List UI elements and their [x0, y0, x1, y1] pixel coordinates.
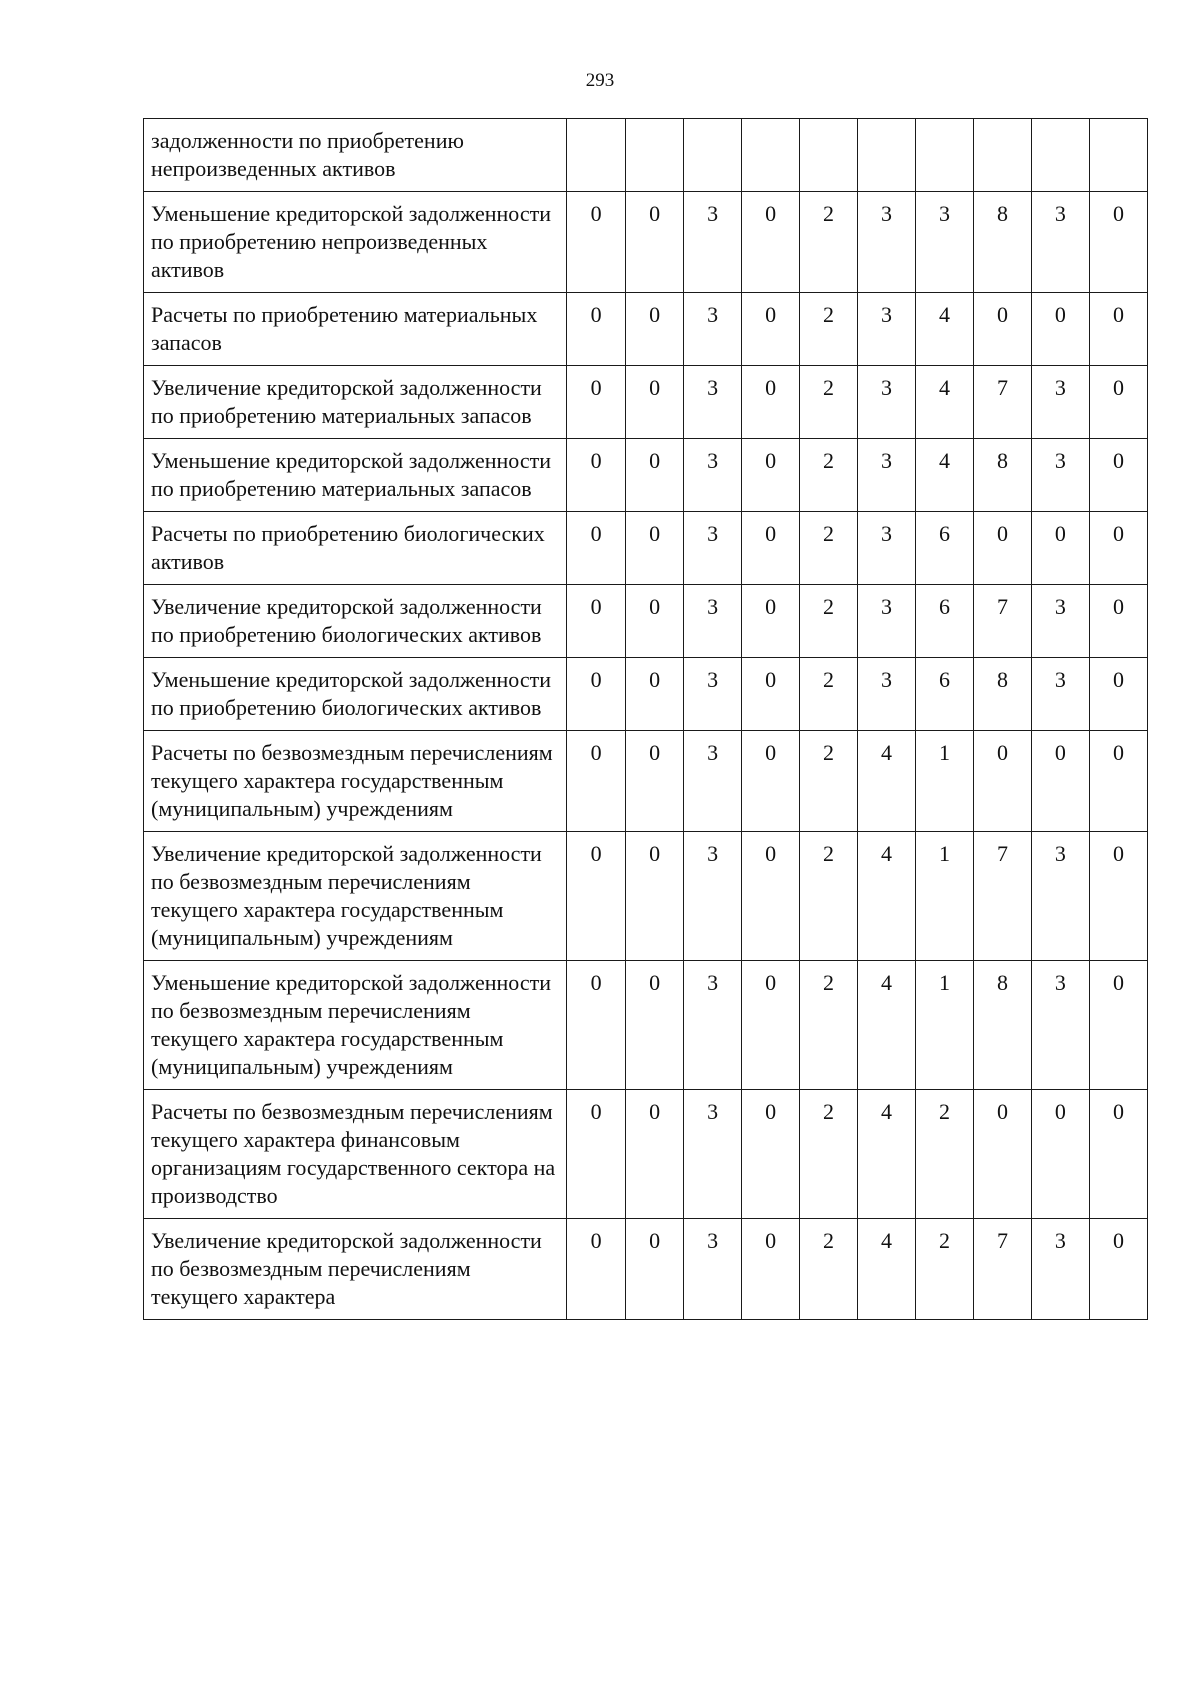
code-digit-cell: 3	[684, 658, 742, 731]
code-digit-cell: 6	[915, 585, 973, 658]
code-digit-cell: 0	[742, 1219, 800, 1320]
code-digit-cell: 3	[915, 192, 973, 293]
code-digit-cell: 4	[858, 961, 916, 1090]
code-digit-cell: 0	[567, 658, 626, 731]
table-row	[144, 512, 1148, 585]
code-digit-cell: 2	[800, 658, 858, 731]
row-label: Уменьшение кредиторской задолженности по приобретению непроизведенных активов	[144, 192, 567, 293]
row-label: задолженности по приобретению непроизведенных активов	[144, 119, 567, 192]
code-digit-cell	[858, 119, 916, 192]
code-digit-cell: 0	[1031, 512, 1089, 585]
code-digit-cell: 3	[684, 293, 742, 366]
code-digit-cell: 3	[684, 1090, 742, 1219]
code-digit-cell: 0	[626, 512, 684, 585]
code-digit-cell: 0	[1031, 731, 1089, 832]
code-digit-cell: 0	[626, 293, 684, 366]
code-digit-cell: 4	[858, 731, 916, 832]
code-digit-cell: 0	[1089, 731, 1147, 832]
code-digit-cell	[567, 119, 626, 192]
code-digit-cell: 0	[742, 293, 800, 366]
code-digit-cell: 1	[915, 832, 973, 961]
code-digit-cell: 4	[858, 1090, 916, 1219]
code-digit-cell: 0	[1089, 512, 1147, 585]
code-digit-cell: 3	[684, 961, 742, 1090]
code-digit-cell: 0	[973, 293, 1031, 366]
code-digit-cell: 0	[742, 1090, 800, 1219]
table-row	[144, 119, 1148, 192]
account-codes-table	[143, 118, 1148, 1320]
code-digit-cell: 1	[915, 961, 973, 1090]
code-digit-cell: 0	[973, 512, 1031, 585]
code-digit-cell	[742, 119, 800, 192]
code-digit-cell: 3	[684, 1219, 742, 1320]
code-digit-cell: 3	[684, 366, 742, 439]
code-digit-cell	[1031, 119, 1089, 192]
code-digit-cell: 6	[915, 658, 973, 731]
code-digit-cell	[800, 119, 858, 192]
code-digit-cell: 0	[567, 585, 626, 658]
table-row	[144, 832, 1148, 961]
code-digit-cell: 2	[800, 1090, 858, 1219]
code-digit-cell: 0	[742, 731, 800, 832]
code-digit-cell: 0	[742, 961, 800, 1090]
code-digit-cell: 0	[1089, 1090, 1147, 1219]
row-label: Увеличение кредиторской задолженности по приобретению биологических активов	[144, 585, 567, 658]
row-label: Уменьшение кредиторской задолженности по безвозмездным перечислениям текущего характера государственным (муниципальным) учреждениям	[144, 961, 567, 1090]
code-digit-cell	[1089, 119, 1147, 192]
code-digit-cell: 3	[1031, 832, 1089, 961]
code-digit-cell: 3	[1031, 192, 1089, 293]
code-digit-cell	[626, 119, 684, 192]
table-row	[144, 1219, 1148, 1320]
code-digit-cell: 0	[567, 731, 626, 832]
code-digit-cell: 0	[626, 1219, 684, 1320]
code-digit-cell: 3	[684, 731, 742, 832]
code-digit-cell: 0	[1089, 658, 1147, 731]
code-digit-cell: 2	[800, 293, 858, 366]
code-digit-cell: 0	[1089, 585, 1147, 658]
row-label: Расчеты по безвозмездным перечислениям текущего характера государственным (муниципальным) учреждениям	[144, 731, 567, 832]
code-digit-cell: 2	[800, 961, 858, 1090]
code-digit-cell: 0	[626, 1090, 684, 1219]
code-digit-cell: 8	[973, 658, 1031, 731]
code-digit-cell: 0	[567, 512, 626, 585]
row-label: Расчеты по приобретению биологических активов	[144, 512, 567, 585]
code-digit-cell: 3	[858, 366, 916, 439]
page-number: 293	[585, 70, 615, 91]
code-digit-cell	[915, 119, 973, 192]
code-digit-cell: 0	[1089, 1219, 1147, 1320]
code-digit-cell: 0	[1089, 192, 1147, 293]
code-digit-cell: 4	[915, 366, 973, 439]
code-digit-cell: 2	[800, 585, 858, 658]
code-digit-cell: 3	[684, 512, 742, 585]
code-digit-cell: 0	[742, 512, 800, 585]
code-digit-cell: 3	[1031, 1219, 1089, 1320]
code-digit-cell: 0	[626, 192, 684, 293]
code-digit-cell: 0	[973, 731, 1031, 832]
code-digit-cell: 3	[858, 192, 916, 293]
code-digit-cell	[684, 119, 742, 192]
code-digit-cell: 3	[858, 512, 916, 585]
code-digit-cell: 3	[858, 585, 916, 658]
code-digit-cell: 4	[915, 293, 973, 366]
code-digit-cell: 1	[915, 731, 973, 832]
code-digit-cell: 0	[626, 731, 684, 832]
code-digit-cell: 4	[915, 439, 973, 512]
code-digit-cell: 3	[684, 439, 742, 512]
code-digit-cell: 0	[1089, 832, 1147, 961]
row-label: Увеличение кредиторской задолженности по приобретению материальных запасов	[144, 366, 567, 439]
code-digit-cell	[973, 119, 1031, 192]
code-digit-cell: 8	[973, 439, 1031, 512]
code-digit-cell: 3	[858, 439, 916, 512]
row-label: Увеличение кредиторской задолженности по безвозмездным перечислениям текущего характера	[144, 1219, 567, 1320]
code-digit-cell: 0	[626, 366, 684, 439]
table-row	[144, 731, 1148, 832]
code-digit-cell: 3	[1031, 585, 1089, 658]
code-digit-cell: 0	[742, 658, 800, 731]
code-digit-cell: 7	[973, 366, 1031, 439]
code-digit-cell: 8	[973, 192, 1031, 293]
code-digit-cell: 7	[973, 585, 1031, 658]
code-digit-cell: 0	[567, 1219, 626, 1320]
code-digit-cell: 0	[567, 192, 626, 293]
code-digit-cell: 0	[742, 192, 800, 293]
table-row	[144, 961, 1148, 1090]
code-digit-cell: 0	[567, 961, 626, 1090]
code-digit-cell: 0	[1089, 439, 1147, 512]
code-digit-cell: 2	[915, 1090, 973, 1219]
code-digit-cell: 0	[742, 366, 800, 439]
row-label: Расчеты по приобретению материальных запасов	[144, 293, 567, 366]
table-row	[144, 192, 1148, 293]
code-digit-cell: 0	[1089, 293, 1147, 366]
code-digit-cell: 0	[626, 832, 684, 961]
code-digit-cell: 7	[973, 832, 1031, 961]
table-body	[144, 119, 1148, 1320]
row-label: Уменьшение кредиторской задолженности по приобретению биологических активов	[144, 658, 567, 731]
code-digit-cell: 2	[800, 366, 858, 439]
code-digit-cell: 4	[858, 1219, 916, 1320]
code-digit-cell: 3	[684, 832, 742, 961]
table-row	[144, 439, 1148, 512]
code-digit-cell: 2	[800, 192, 858, 293]
table-row	[144, 293, 1148, 366]
row-label: Расчеты по безвозмездным перечислениям текущего характера финансовым организациям государственного сектора на производство	[144, 1090, 567, 1219]
code-digit-cell: 6	[915, 512, 973, 585]
code-digit-cell: 0	[1031, 293, 1089, 366]
code-digit-cell: 0	[742, 585, 800, 658]
code-digit-cell: 0	[626, 585, 684, 658]
code-digit-cell: 0	[1089, 366, 1147, 439]
code-digit-cell: 0	[626, 658, 684, 731]
code-digit-cell: 2	[800, 1219, 858, 1320]
code-digit-cell: 0	[742, 439, 800, 512]
code-digit-cell: 8	[973, 961, 1031, 1090]
code-digit-cell: 3	[1031, 439, 1089, 512]
code-digit-cell: 0	[567, 832, 626, 961]
row-label: Увеличение кредиторской задолженности по безвозмездным перечислениям текущего характера государственным (муниципальным) учреждениям	[144, 832, 567, 961]
code-digit-cell: 0	[626, 961, 684, 1090]
table-row	[144, 585, 1148, 658]
code-digit-cell: 3	[684, 192, 742, 293]
code-digit-cell: 2	[800, 439, 858, 512]
code-digit-cell: 3	[858, 293, 916, 366]
code-digit-cell: 7	[973, 1219, 1031, 1320]
code-digit-cell: 0	[973, 1090, 1031, 1219]
code-digit-cell: 3	[1031, 658, 1089, 731]
code-digit-cell: 0	[1089, 961, 1147, 1090]
code-digit-cell: 0	[742, 832, 800, 961]
code-digit-cell: 0	[567, 439, 626, 512]
table-row	[144, 1090, 1148, 1219]
code-digit-cell: 2	[800, 832, 858, 961]
code-digit-cell: 2	[800, 512, 858, 585]
code-digit-cell: 0	[567, 293, 626, 366]
row-label: Уменьшение кредиторской задолженности по приобретению материальных запасов	[144, 439, 567, 512]
code-digit-cell: 3	[1031, 366, 1089, 439]
code-digit-cell: 3	[684, 585, 742, 658]
code-digit-cell: 3	[858, 658, 916, 731]
code-digit-cell: 4	[858, 832, 916, 961]
code-digit-cell: 2	[800, 731, 858, 832]
table-row	[144, 366, 1148, 439]
code-digit-cell: 0	[626, 439, 684, 512]
code-digit-cell: 0	[567, 366, 626, 439]
code-digit-cell: 3	[1031, 961, 1089, 1090]
code-digit-cell: 0	[1031, 1090, 1089, 1219]
table-row	[144, 658, 1148, 731]
code-digit-cell: 2	[915, 1219, 973, 1320]
code-digit-cell: 0	[567, 1090, 626, 1219]
